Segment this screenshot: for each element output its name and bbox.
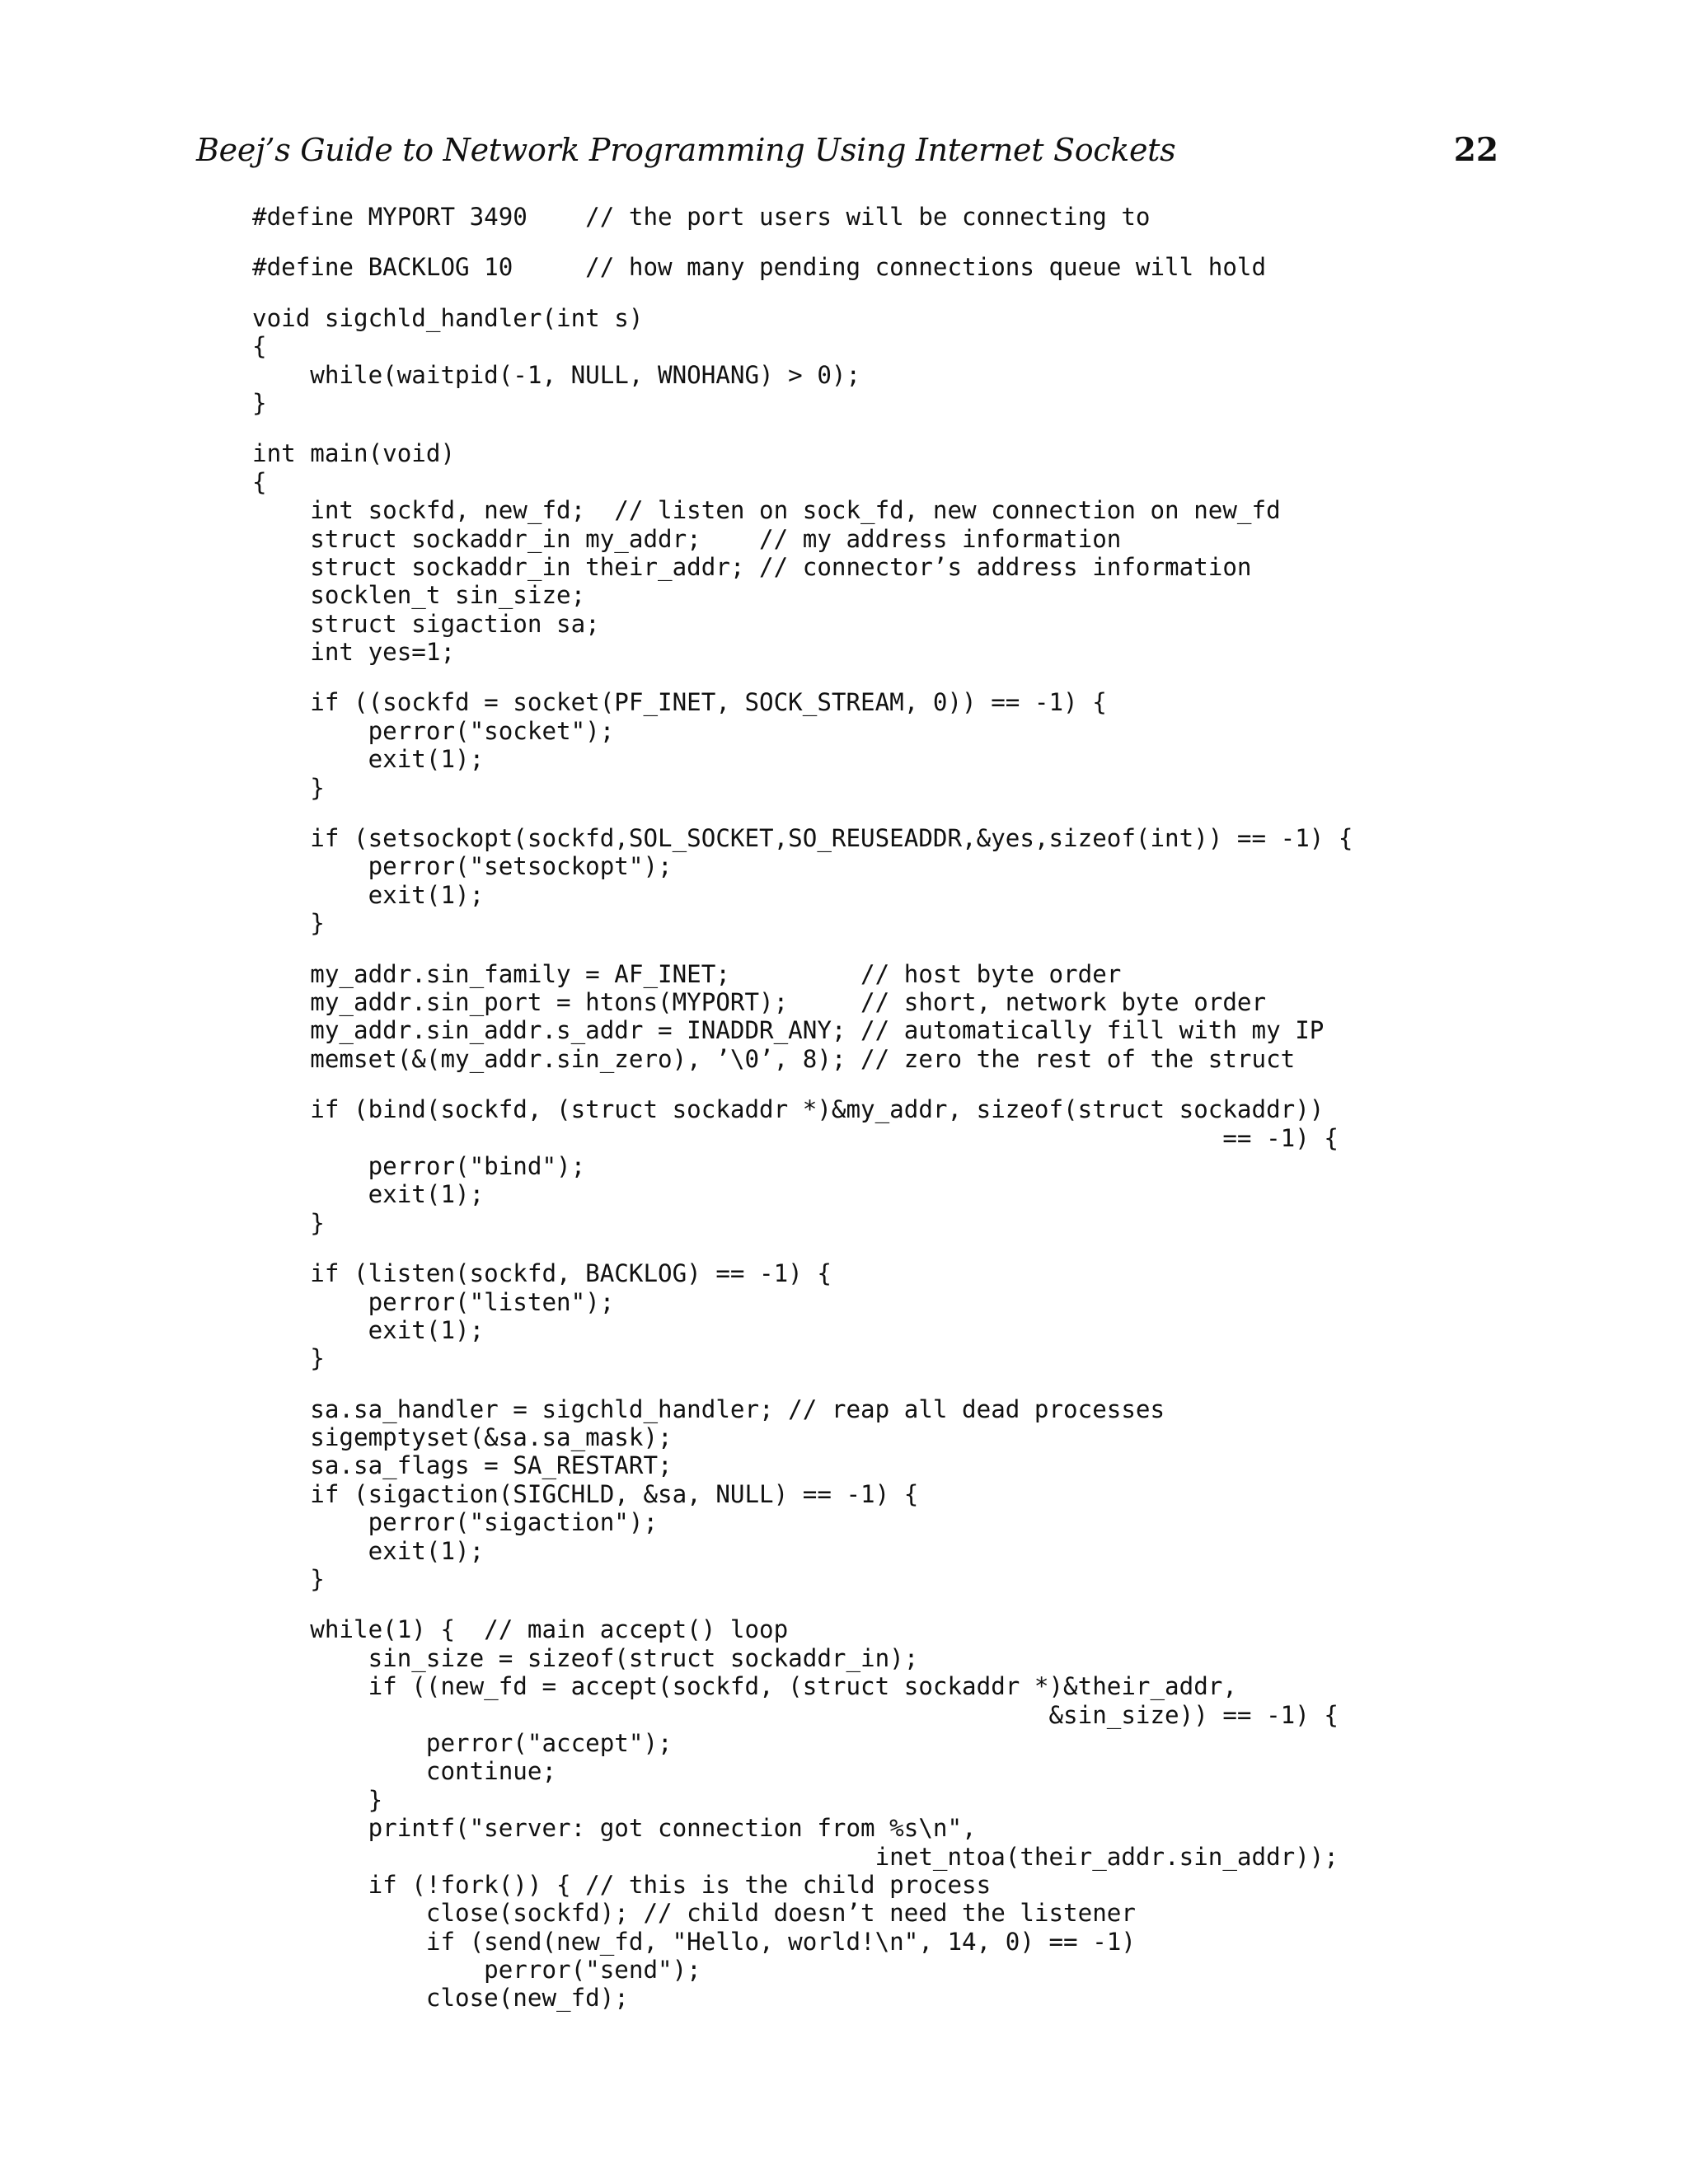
code-listing — [252, 203, 1353, 2013]
code-line: my_addr.sin_addr.s_addr = INADDR_ANY; // automatically fill with my IP — [252, 1016, 1325, 1045]
code-block-gap — [252, 1237, 1353, 1259]
code-line: } — [252, 1208, 325, 1237]
code-line: exit(1); — [252, 1315, 485, 1344]
page-number: 22 — [1453, 131, 1498, 169]
code-block-gap — [252, 417, 1353, 439]
code-line: } — [252, 388, 267, 417]
code-line: perror("accept"); — [252, 1728, 673, 1757]
code-line: exit(1); — [252, 1180, 485, 1209]
running-title: Beej’s Guide to Network Programming Using Internet Sockets — [196, 132, 1176, 168]
code-line: } — [252, 773, 325, 802]
code-line: #define MYPORT 3490 // the port users will be connecting to — [252, 203, 1151, 231]
code-line: while(1) { // main accept() loop — [252, 1615, 789, 1644]
code-line: if (!fork()) { // this is the child process — [252, 1870, 992, 1899]
code-line: perror("send"); — [252, 1956, 701, 1985]
code-line: struct sockaddr_in their_addr; // connector’s address information — [252, 552, 1252, 581]
code-line: socklen_t sin_size; — [252, 581, 586, 610]
code-line: perror("listen"); — [252, 1287, 615, 1316]
code-line: if (listen(sockfd, BACKLOG) == -1) { — [252, 1259, 832, 1288]
code-line: if (setsockopt(sockfd,SOL_SOCKET,SO_REUSEADDR,&yes,sizeof(int)) == -1) { — [252, 824, 1353, 853]
code-line: exit(1); — [252, 1536, 485, 1565]
code-line: close(new_fd); — [252, 1984, 629, 2013]
code-line: if (sigaction(SIGCHLD, &sa, NULL) == -1) { — [252, 1479, 919, 1508]
code-block-gap — [252, 1073, 1353, 1095]
code-line: int sockfd, new_fd; // listen on sock_fd, new connection on new_fd — [252, 496, 1281, 525]
code-line: exit(1); — [252, 880, 485, 909]
code-line: perror("setsockopt"); — [252, 852, 673, 881]
code-line: int main(void) — [252, 439, 456, 468]
code-block-gap — [252, 1373, 1353, 1395]
code-block-gap — [252, 1593, 1353, 1615]
code-line: sin_size = sizeof(struct sockaddr_in); — [252, 1643, 919, 1672]
code-line: exit(1); — [252, 745, 485, 774]
code-line: if (bind(sockfd, (struct sockaddr *)&my_addr, sizeof(struct sockaddr)) — [252, 1095, 1325, 1124]
code-line: } — [252, 1565, 325, 1594]
code-line: perror("bind"); — [252, 1151, 586, 1180]
code-line: while(waitpid(-1, NULL, WNOHANG) > 0); — [252, 360, 861, 389]
code-line: } — [252, 1344, 325, 1373]
code-line: my_addr.sin_family = AF_INET; // host byte order — [252, 959, 1122, 988]
code-line: perror("socket"); — [252, 716, 615, 745]
code-block-gap — [252, 938, 1353, 960]
code-line: continue; — [252, 1757, 557, 1786]
code-line: struct sigaction sa; — [252, 609, 600, 638]
code-line: void sigchld_handler(int s) — [252, 303, 644, 332]
code-line: { — [252, 332, 267, 361]
code-block-gap — [252, 666, 1353, 688]
code-line: sigemptyset(&sa.sa_mask); — [252, 1423, 673, 1452]
code-line: } — [252, 1785, 383, 1814]
code-line: &sin_size)) == -1) { — [252, 1700, 1339, 1729]
code-line: memset(&(my_addr.sin_zero), ’\0’, 8); // zero the rest of the struct — [252, 1044, 1296, 1073]
code-line: { — [252, 467, 267, 496]
code-line: sa.sa_flags = SA_RESTART; — [252, 1451, 673, 1480]
code-block-gap — [252, 282, 1353, 304]
code-line: #define BACKLOG 10 // how many pending connections queue will hold — [252, 253, 1267, 282]
code-block-gap — [252, 231, 1353, 253]
code-line: printf("server: got connection from %s\n", — [252, 1814, 977, 1843]
code-line: close(sockfd); // child doesn’t need the listener — [252, 1899, 1136, 1928]
code-line: if ((sockfd = socket(PF_INET, SOCK_STREAM, 0)) == -1) { — [252, 688, 1107, 717]
code-line: } — [252, 909, 325, 938]
code-line: int yes=1; — [252, 638, 456, 667]
code-line: if ((new_fd = accept(sockfd, (struct sockaddr *)&their_addr, — [252, 1672, 1237, 1701]
code-block-gap — [252, 802, 1353, 824]
code-line: perror("sigaction"); — [252, 1508, 659, 1537]
code-line: sa.sa_handler = sigchld_handler; // reap all dead processes — [252, 1394, 1165, 1423]
code-line: if (send(new_fd, "Hello, world!\n", 14, 0) == -1) — [252, 1927, 1136, 1956]
code-line: == -1) { — [252, 1123, 1339, 1152]
code-line: inet_ntoa(their_addr.sin_addr)); — [252, 1842, 1339, 1871]
code-line: my_addr.sin_port = htons(MYPORT); // short, network byte order — [252, 987, 1267, 1016]
code-line: struct sockaddr_in my_addr; // my address information — [252, 524, 1122, 553]
running-header — [196, 124, 1498, 176]
